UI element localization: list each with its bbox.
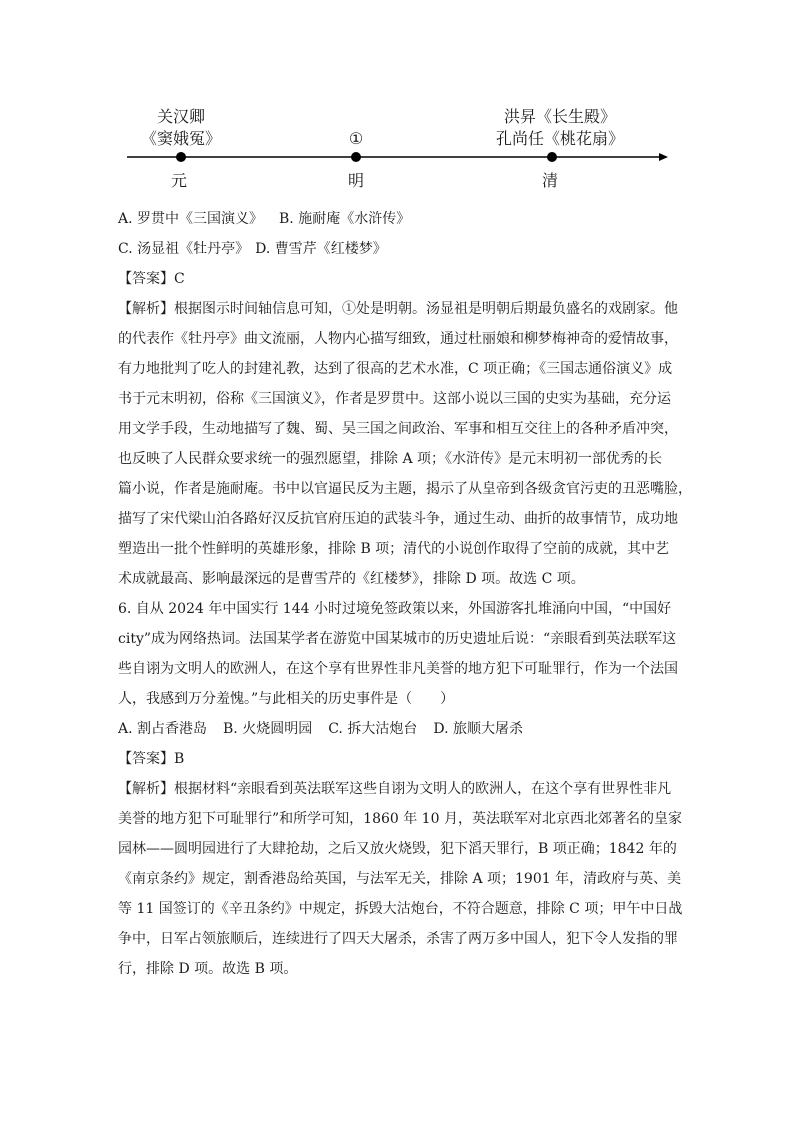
q6-analysis-line: 【解析】根据材料“亲眼看到英法联军这些自诩为文明人的欧洲人，在这个享有世界性非凡 — [118, 781, 672, 797]
q5-options-row-1 — [118, 204, 688, 234]
timeline-label-taohuashan: 孔尚任《桃花扇》 — [495, 129, 625, 148]
q5-analysis-line: 【解析】根据图示时间轴信息可知，①处是明朝。汤显祖是明朝后期最负盛名的戏剧家。他 — [118, 301, 678, 317]
q6-option-d: D. 旅顺大屠杀 — [433, 721, 523, 737]
q6-analysis-line: 《南京条约》规定，割香港岛给英国，与法军无关，排除 A 项；1901 年，清政府与英、美 — [118, 871, 682, 887]
q5-analysis-line: 术成就最高、影响最深远的是曹雪芹的《红楼梦》，排除 D 项。故选 C 项。 — [118, 571, 585, 587]
timeline-era-qing: 清 — [541, 171, 559, 190]
q5-analysis-line: 的代表作《牡丹亭》曲文流丽，人物内心描写细致，通过杜丽娘和柳梦梅神奇的爱情故事， — [118, 331, 678, 347]
q6-analysis-line: 行，排除 D 项。故选 B 项。 — [118, 961, 298, 977]
timeline-label-guanhanqing: 关汉卿 — [156, 107, 206, 126]
timeline-era-yuan: 元 — [170, 171, 188, 190]
q6-question-line: 人，我感到万分羞愧。”与此相关的历史事件是（ ） — [118, 691, 455, 707]
q6-answer: 【答案】B — [118, 751, 185, 767]
q6-question-line: city”成为网络热词。法国某学者在游览中国某城市的历史遗址后说：“亲眼看到英法联军这 — [118, 631, 677, 647]
q6-option-b: B. 火烧圆明园 — [223, 721, 313, 737]
timeline-figure — [0, 0, 794, 200]
timeline-era-ming: 明 — [347, 171, 365, 190]
q5-analysis-line: 描写了宋代梁山泊各路好汉反抗官府压迫的武装斗争，通过生动、曲折的故事情节，成功地 — [118, 511, 678, 527]
timeline-label-blank-1: ① — [348, 129, 364, 148]
q5-answer: 【答案】C — [118, 271, 185, 287]
timeline-dot-yuan — [176, 152, 186, 162]
q5-analysis-line: 篇小说，作者是施耐庵。书中以官逼民反为主题，揭示了从皇帝到各级贪官污吏的丑恶嘴脸， — [118, 481, 692, 497]
q6-option-a: A. 割占香港岛 — [118, 721, 208, 737]
timeline-label-douewyuan: 《窦娥冤》 — [140, 129, 222, 148]
q5-analysis-line: 用文学手段，生动地描写了魏、蜀、吴三国之间政治、军事和相互交往上的各种矛盾冲突， — [118, 421, 678, 437]
q6-analysis-line: 美誉的地方犯下可耻罪行”和所学可知，1860 年 10 月，英法联军对北京西北郊著名的皇家 — [118, 811, 682, 827]
timeline-dot-ming — [351, 152, 361, 162]
q5-option-c: C. 汤显祖《牡丹亭》 — [118, 241, 250, 257]
timeline-axis — [0, 0, 794, 200]
q5-analysis-line: 也反映了人民群众要求统一的强烈愿望，排除 A 项；《水浒传》是元末明初一部优秀的长 — [118, 451, 663, 467]
document-body — [118, 204, 692, 984]
q5-option-b: B. 施耐庵《水浒传》 — [279, 211, 411, 227]
q6-analysis-line: 争中，日军占领旅顺后，连续进行了四天大屠杀，杀害了两万多中国人，犯下令人发指的罪 — [118, 931, 678, 947]
q5-analysis-line: 有力地批判了吃人的封建礼教，达到了很高的艺术水准，C 项正确；《三国志通俗演义》成 — [118, 361, 673, 377]
q6-analysis-line: 园林——圆明园进行了大肆抢劫，之后又放火烧毁，犯下滔天罪行，B 项正确；1842 年的 — [118, 841, 677, 857]
q6-options-row — [118, 714, 688, 744]
q5-analysis-line: 书于元末明初，俗称《三国演义》，作者是罗贯中。这部小说以三国的史实为基础，充分运 — [118, 391, 671, 407]
q5-option-a: A. 罗贯中《三国演义》 — [118, 211, 264, 227]
q5-option-d: D. 曹雪芹《红楼梦》 — [255, 241, 387, 257]
q6-question-line: 些自诩为文明人的欧洲人，在这个享有世界性非凡美誉的地方犯下可耻罪行，作为一个法国 — [118, 661, 678, 677]
q6-option-c: C. 拆大沽炮台 — [328, 721, 418, 737]
timeline-dot-qing — [547, 152, 557, 162]
q6-question-line: 6. 自从 2024 年中国实行 144 小时过境免签政策以来，外国游客扎堆涌向中国，“中国好 — [118, 601, 672, 617]
timeline-arrow-icon — [659, 153, 668, 161]
q5-analysis-line: 塑造出一批个性鲜明的英雄形象，排除 B 项；清代的小说创作取得了空前的成就，其中艺 — [118, 541, 670, 557]
q5-options-row-2 — [118, 234, 688, 264]
timeline-label-changshengdian: 洪昇《长生殿》 — [503, 107, 617, 126]
q6-analysis-line: 等 11 国签订的《辛丑条约》中规定，拆毁大沽炮台，不符合题意，排除 C 项；甲午中日战 — [118, 901, 683, 917]
